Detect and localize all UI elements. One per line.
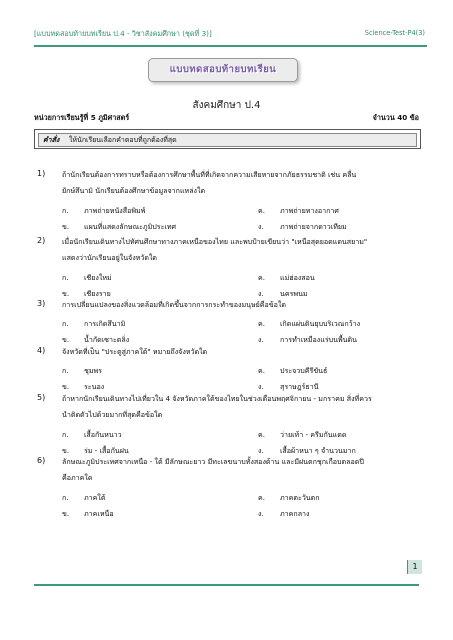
option-text: แผนที่แสดงลักษณะภูมิประเทศ bbox=[84, 222, 177, 231]
option-text: ภาพถ่ายทางอากาศ bbox=[280, 206, 339, 215]
option-text: การทำเหมืองแร่บนพื้นดิน bbox=[280, 335, 357, 344]
question-text: ลักษณะภูมิประเทศจากเหนือ - ใต้ มีลักษณะยาว มีทะเลขนาบทั้งสองด้าน และมีฝนตกชุกเกือบตลอดปี bbox=[62, 457, 364, 466]
option-c[interactable] bbox=[258, 206, 339, 217]
option-b[interactable] bbox=[62, 289, 111, 300]
option-key: ง. bbox=[258, 335, 264, 344]
option-d[interactable] bbox=[258, 382, 319, 393]
option-text: ภาคใต้ bbox=[84, 493, 106, 502]
option-text: แม่ฮ่องสอน bbox=[280, 273, 315, 282]
question-text: จังหวัดที่เป็น "ประตูสู่ภาคใต้" หมายถึงจังหวัดใด bbox=[62, 347, 208, 356]
instruction-box bbox=[34, 129, 421, 149]
option-a[interactable] bbox=[62, 366, 102, 377]
option-text: ร่ม - เสื้อกันฝน bbox=[84, 446, 129, 455]
option-text: ภาคกลาง bbox=[280, 509, 310, 518]
option-key: ค. bbox=[258, 430, 266, 439]
instruction-label: คำสั่ง bbox=[43, 136, 60, 144]
option-key: ง. bbox=[258, 509, 264, 518]
question-number: 5) bbox=[37, 393, 46, 402]
option-text: ภาพถ่ายหนังสือพิมพ์ bbox=[84, 206, 146, 215]
option-c[interactable] bbox=[258, 493, 320, 504]
option-a[interactable] bbox=[62, 273, 112, 284]
option-a[interactable] bbox=[62, 319, 125, 330]
option-d[interactable] bbox=[258, 446, 356, 457]
question-number: 4) bbox=[37, 346, 46, 355]
option-d[interactable] bbox=[258, 289, 308, 300]
header-code: Science-Test-P4(3) bbox=[364, 29, 425, 37]
option-key: ง. bbox=[258, 382, 264, 391]
option-key: ง. bbox=[258, 222, 264, 231]
option-d[interactable] bbox=[258, 335, 357, 346]
option-c[interactable] bbox=[258, 430, 346, 441]
option-a[interactable] bbox=[62, 206, 145, 217]
option-key: ค. bbox=[258, 273, 266, 282]
option-c[interactable] bbox=[258, 319, 360, 330]
page-number: 1 bbox=[407, 560, 422, 574]
option-key: ง. bbox=[258, 289, 264, 298]
option-key: ก. bbox=[62, 430, 69, 439]
option-key: ง. bbox=[258, 446, 264, 455]
option-text: ภาคตะวันตก bbox=[280, 493, 320, 502]
option-key: ค. bbox=[258, 366, 266, 375]
option-key: ก. bbox=[62, 206, 69, 215]
question-text: แสดงว่านักเรียนอยู่ในจังหวัดใด bbox=[62, 253, 158, 262]
option-a[interactable] bbox=[62, 493, 105, 504]
unit-label: หน่วยการเรียนรู้ที่ 5 ภูมิศาสตร์ bbox=[34, 113, 130, 122]
banner-title: แบบทดสอบท้ายบทเรียน bbox=[169, 64, 277, 75]
option-text: เสื้อผ้าหนา ๆ จำนวนมาก bbox=[280, 446, 356, 455]
instruction-text: ให้นักเรียนเลือกคำตอบที่ถูกต้องที่สุด bbox=[69, 136, 177, 144]
option-text: สุราษฎร์ธานี bbox=[280, 382, 319, 391]
option-text: ประจวบคีรีขันธ์ bbox=[280, 366, 328, 375]
option-d[interactable] bbox=[258, 222, 347, 233]
option-a[interactable] bbox=[62, 430, 122, 441]
question-text: คือภาคใด bbox=[62, 473, 93, 482]
question-text: ยักษ์สึนามิ นักเรียนต้องศึกษาข้อมูลจากแหล่งใด bbox=[62, 186, 206, 195]
question-text: นำติดตัวไปด้วยมากที่สุดคือข้อใด bbox=[62, 410, 163, 419]
option-text: เชียงราย bbox=[84, 289, 111, 298]
subject-heading: สังคมศึกษา ป.4 bbox=[192, 100, 261, 111]
option-key: ก. bbox=[62, 366, 69, 375]
option-b[interactable] bbox=[62, 509, 114, 520]
option-text: การเกิดสึนามิ bbox=[84, 319, 126, 328]
option-b[interactable] bbox=[62, 382, 104, 393]
option-text: เสื้อกันหนาว bbox=[84, 430, 122, 439]
option-key: ข. bbox=[62, 382, 70, 391]
question-text: ถ้าหากนักเรียนเดินทางไปเที่ยวใน 4 จังหวัดภาคใต้ของไทยในช่วงเดือนพฤศจิกายน - มกราคม สิ่งที่ควร bbox=[62, 394, 372, 403]
option-key: ค. bbox=[258, 493, 266, 502]
option-d[interactable] bbox=[258, 509, 310, 520]
question-number: 2) bbox=[37, 236, 46, 245]
option-key: ข. bbox=[62, 289, 70, 298]
option-text: นครพนม bbox=[280, 289, 308, 298]
question-text: การเปลี่ยนแปลงของสิ่งแวดล้อมที่เกิดขึ้นจากการกระทำของมนุษย์คือข้อใด bbox=[62, 300, 286, 309]
option-key: ข. bbox=[62, 222, 70, 231]
option-key: ก. bbox=[62, 493, 69, 502]
question-text: เมื่อนักเรียนเดินทางไปทัศนศึกษาทางภาคเหนือของไทย และพบป้ายเขียนว่า "เหนือสุดยอดแดนสยาม" bbox=[62, 237, 368, 246]
option-text: ว่ายเท้า - ครีมกันแดด bbox=[280, 430, 347, 439]
option-key: ก. bbox=[62, 319, 69, 328]
question-text: ถ้านักเรียนต้องการทราบหรือต้องการศึกษาพื้นที่ที่เกิดจากความเสียหายจากภัยธรรมชาติ เช่น คลื่น bbox=[62, 170, 357, 179]
header-title: [แบบทดสอบท้ายบทเรียน ป.4 - วิชาสังคมศึกษา (ชุดที่ 3)] bbox=[34, 29, 212, 38]
instruction-inner bbox=[38, 133, 417, 147]
option-text: น้ำกัดเซาะตลิ่ง bbox=[84, 335, 130, 344]
option-b[interactable] bbox=[62, 222, 176, 233]
option-key: ค. bbox=[258, 206, 266, 215]
option-text: ระนอง bbox=[84, 382, 105, 391]
option-text: ภาคเหนือ bbox=[84, 509, 114, 518]
option-c[interactable] bbox=[258, 366, 327, 377]
option-text: ภาพถ่ายจากดาวเทียม bbox=[280, 222, 347, 231]
title-banner bbox=[148, 58, 298, 82]
option-text: ชุมพร bbox=[84, 366, 102, 375]
option-b[interactable] bbox=[62, 446, 129, 457]
question-number: 3) bbox=[37, 299, 46, 308]
option-b[interactable] bbox=[62, 335, 129, 346]
question-number: 1) bbox=[37, 169, 46, 178]
option-key: ข. bbox=[62, 446, 70, 455]
option-c[interactable] bbox=[258, 273, 315, 284]
option-key: ค. bbox=[258, 319, 266, 328]
option-key: ข. bbox=[62, 509, 70, 518]
running-header bbox=[34, 25, 427, 47]
question-count: จำนวน 40 ข้อ bbox=[372, 113, 419, 122]
option-key: ข. bbox=[62, 335, 70, 344]
option-key: ก. bbox=[62, 273, 69, 282]
option-text: เกิดแผ่นดินยุบบริเวณกว้าง bbox=[280, 319, 361, 328]
question-number: 6) bbox=[37, 456, 46, 465]
footer-rule bbox=[34, 584, 419, 586]
option-text: เชียงใหม่ bbox=[84, 273, 112, 282]
